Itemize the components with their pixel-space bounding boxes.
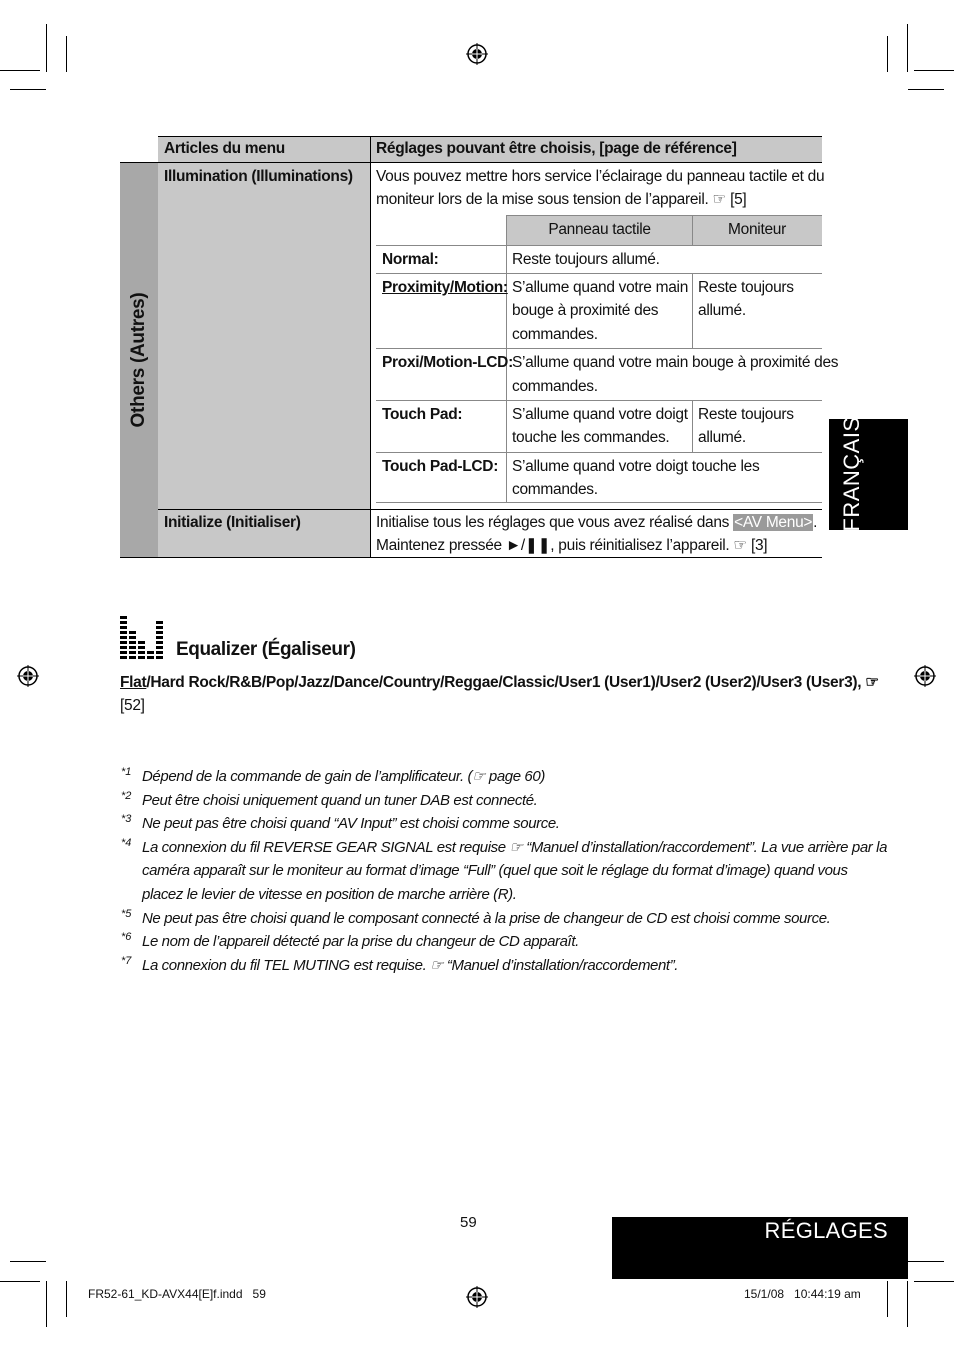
equalizer-ref: [52] — [120, 697, 145, 714]
crop-mark — [0, 70, 40, 71]
initialize-desc-line2: Maintenez pressée ►/❚❚, puis réinitialisez l’appareil. ☞ [3] — [376, 537, 768, 554]
footnote-text: Ne peut pas être choisi quand “AV Input” est choisi comme source. — [142, 815, 560, 833]
crop-mark — [10, 1261, 46, 1262]
crop-mark — [914, 1281, 954, 1282]
side-category-label: Others (Autres) — [128, 292, 149, 428]
av-menu-highlight: <AV Menu> — [734, 514, 813, 531]
panel-behavior: commandes. — [512, 481, 598, 498]
panel-behavior: S’allume quand votre doigt touche les — [512, 458, 760, 475]
initialize-desc-line1: Initialise tous les réglages que vous avez réalisé dans <AV Menu>. — [376, 514, 818, 531]
footnote-text: placez le levier de vitesse en position de marche arrière (R). — [142, 886, 517, 903]
mode-name: Touch Pad: — [382, 406, 463, 423]
footnote-text: caméra apparaît sur le moniteur au format d’image “Full” (quel que soit le réglage du format d’image) quand vous — [142, 862, 848, 880]
registration-mark-icon — [17, 665, 39, 687]
footnote-text: La connexion du fil REVERSE GEAR SIGNAL est requise ☞ “Manuel d’installation/raccordement”. La vue arrière par la — [142, 838, 888, 856]
crop-mark — [10, 89, 46, 90]
crop-mark — [908, 89, 944, 90]
monitor-behavior: allumé. — [698, 429, 746, 446]
crop-mark — [66, 36, 67, 72]
footnote-mark: *2 — [121, 789, 132, 802]
initialize-label: Initialize (Initialiser) — [164, 514, 301, 531]
illumination-desc-line1: Vous pouvez mettre hors service l’éclairage du panneau tactile et du — [376, 168, 825, 185]
panel-behavior: touche les commandes. — [512, 429, 670, 446]
subheader-panel: Panneau tactile — [548, 221, 651, 238]
crop-mark — [914, 70, 954, 71]
footnote-mark: *5 — [121, 907, 132, 920]
language-tab-label: FRANÇAIS — [839, 416, 864, 532]
registration-mark-icon — [466, 43, 488, 65]
registration-mark-icon — [466, 1286, 488, 1308]
equalizer-title: Equalizer (Égaliseur) — [176, 639, 356, 660]
crop-mark — [908, 1261, 944, 1262]
mode-name: Proximity/Motion: — [382, 279, 508, 296]
mode-name: Touch Pad-LCD: — [382, 458, 499, 475]
page-number: 59 — [460, 1214, 477, 1231]
registration-mark-icon — [914, 665, 936, 687]
crop-mark — [0, 1281, 40, 1282]
footnote-text: Ne peut pas être choisi quand le composant connecté à la prise de changeur de CD est choisi comme source. — [142, 909, 831, 927]
monitor-behavior: Reste toujours — [698, 279, 794, 296]
crop-mark — [887, 36, 888, 72]
crop-mark — [46, 1281, 47, 1327]
illumination-label: Illumination (Illuminations) — [164, 168, 353, 185]
panel-behavior: commandes. — [512, 326, 598, 343]
mode-name: Proxi/Motion-LCD: — [382, 354, 513, 371]
panel-behavior: commandes. — [512, 378, 598, 395]
panel-behavior: bouge à proximité des — [512, 302, 659, 319]
footnote-mark: *7 — [121, 954, 132, 967]
footnote-mark: *1 — [121, 766, 132, 778]
crop-mark — [907, 1281, 908, 1327]
header-menu-items: Articles du menu — [164, 140, 285, 157]
menu-item-column — [158, 163, 370, 558]
monitor-behavior: Reste toujours — [698, 406, 794, 423]
panel-behavior: S’allume quand votre doigt — [512, 406, 688, 423]
crop-mark — [907, 24, 908, 72]
crop-mark — [66, 1281, 67, 1317]
illumination-desc-line2: moniteur lors de la mise sous tension de l’appareil. ☞ [5] — [376, 191, 747, 208]
monitor-behavior: allumé. — [698, 302, 746, 319]
equalizer-default-option: Flat — [120, 674, 147, 691]
mode-name: Normal: — [382, 251, 439, 268]
panel-behavior: S’allume quand votre main bouge à proximité des — [512, 354, 839, 371]
footnote-mark: *3 — [121, 813, 132, 826]
footnote-text: Dépend de la commande de gain de l’amplificateur. (☞ page 60) — [142, 768, 545, 785]
footnote-text: La connexion du fil TEL MUTING est requise. ☞ “Manuel d’installation/raccordement”. — [142, 956, 679, 974]
crop-mark — [46, 24, 47, 72]
panel-behavior: Reste toujours allumé. — [512, 251, 660, 268]
footnote-text: Le nom de l’appareil détecté par la prise du changeur de CD apparaît. — [142, 933, 579, 951]
subheader-monitor: Moniteur — [728, 221, 786, 238]
panel-behavior: S’allume quand votre main — [512, 279, 689, 296]
header-settings: Réglages pouvant être choisis, [page de référence] — [376, 140, 737, 157]
section-tab-label: RÉGLAGES — [764, 1218, 888, 1243]
equalizer-icon — [120, 614, 166, 660]
equalizer-options: Flat/Hard Rock/R&B/Pop/Jazz/Dance/Country/Reggae/Classic/User1 (User1)/User2 (User2)/User3 (User3), ☞ — [120, 674, 879, 691]
footer-file-name: FR52-61_KD-AVX44[E]f.indd 59 — [88, 1287, 266, 1301]
footnote-mark: *4 — [121, 836, 132, 849]
footnote-mark: *6 — [121, 931, 132, 944]
footer-timestamp: 15/1/08 10:44:19 am — [744, 1287, 861, 1301]
crop-mark — [887, 1281, 888, 1317]
footnote-text: Peut être choisi uniquement quand un tuner DAB est connecté. — [142, 791, 538, 809]
